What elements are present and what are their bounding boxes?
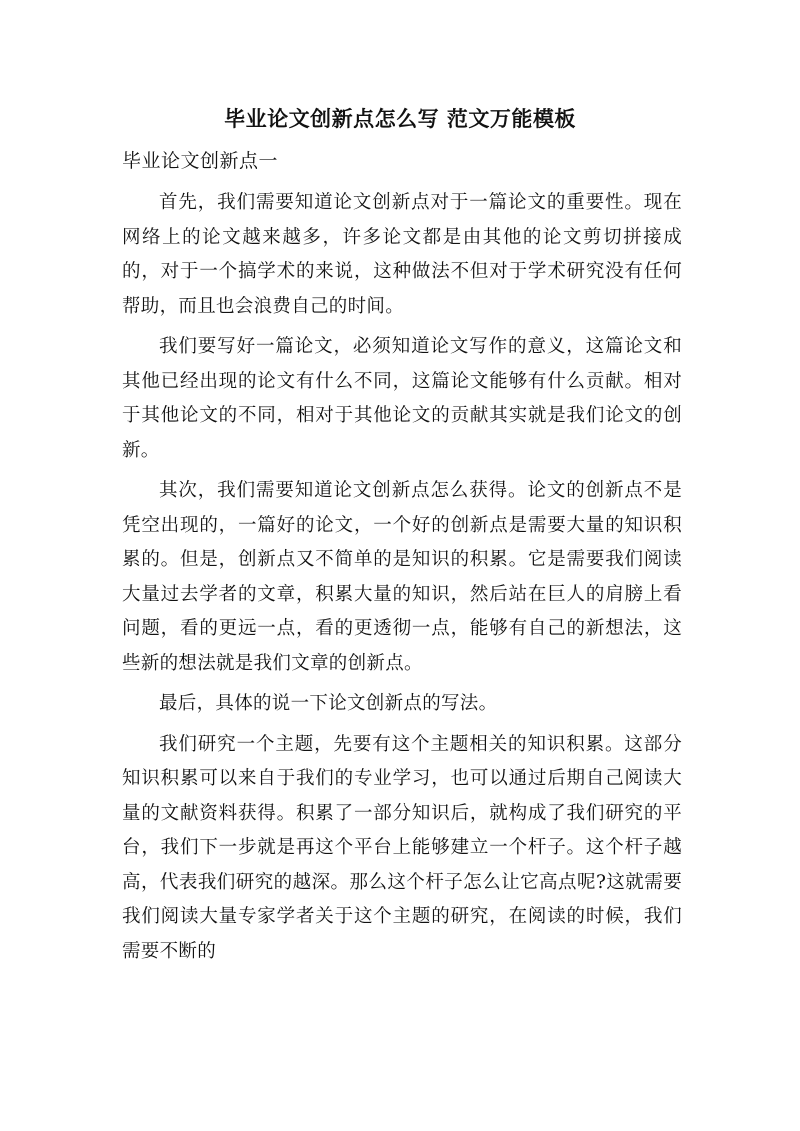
body-text (122, 186, 682, 975)
paragraph-1: 首先，我们需要知道论文创新点对于一篇论文的重要性。现在网络上的论文越来越多，许多论文都是由其他的论文剪切拼接成的，对于一个搞学术的来说，这种做法不但对于学术研究没有任何帮助，而且也会浪费自己的时间。 (122, 192, 682, 317)
paragraph-2: 我们要写好一篇论文，必须知道论文写作的意义，这篇论文和其他已经出现的论文有什么不同，这篇论文能够有什么贡献。相对于其他论文的不同，相对于其他论文的贡献其实就是我们论文的创新。 (122, 336, 682, 461)
document-title: 毕业论文创新点怎么写 范文万能模板 (224, 106, 576, 131)
paragraph-4: 最后，具体的说一下论文创新点的写法。 (159, 693, 498, 714)
paragraph-5: 我们研究一个主题，先要有这个主题相关的知识积累。这部分知识积累可以来自于我们的专业学习，也可以通过后期自己阅读大量的文献资料获得。积累了一部分知识后，就构成了我们研究的平台，我们下一步就是再这个平台上能够建立一个杆子。这个杆子越高，代表我们研究的越深。那么这个杆子怎么让它高点呢?这就需要我们阅读大量专家学者关于这个主题的研究，在阅读的时候，我们需要不断的 (122, 733, 682, 962)
paragraph-3: 其次，我们需要知道论文创新点怎么获得。论文的创新点不是凭空出现的，一篇好的论文，一个好的创新点是需要大量的知识积累的。但是，创新点又不简单的是知识的积累。它是需要我们阅读大量过去学者的文章，积累大量的知识，然后站在巨人的肩膀上看问题，看的更远一点，看的更透彻一点，能够有自己的新想法，这些新的想法就是我们文章的创新点。 (122, 480, 682, 674)
section-heading: 毕业论文创新点一 (122, 150, 279, 172)
